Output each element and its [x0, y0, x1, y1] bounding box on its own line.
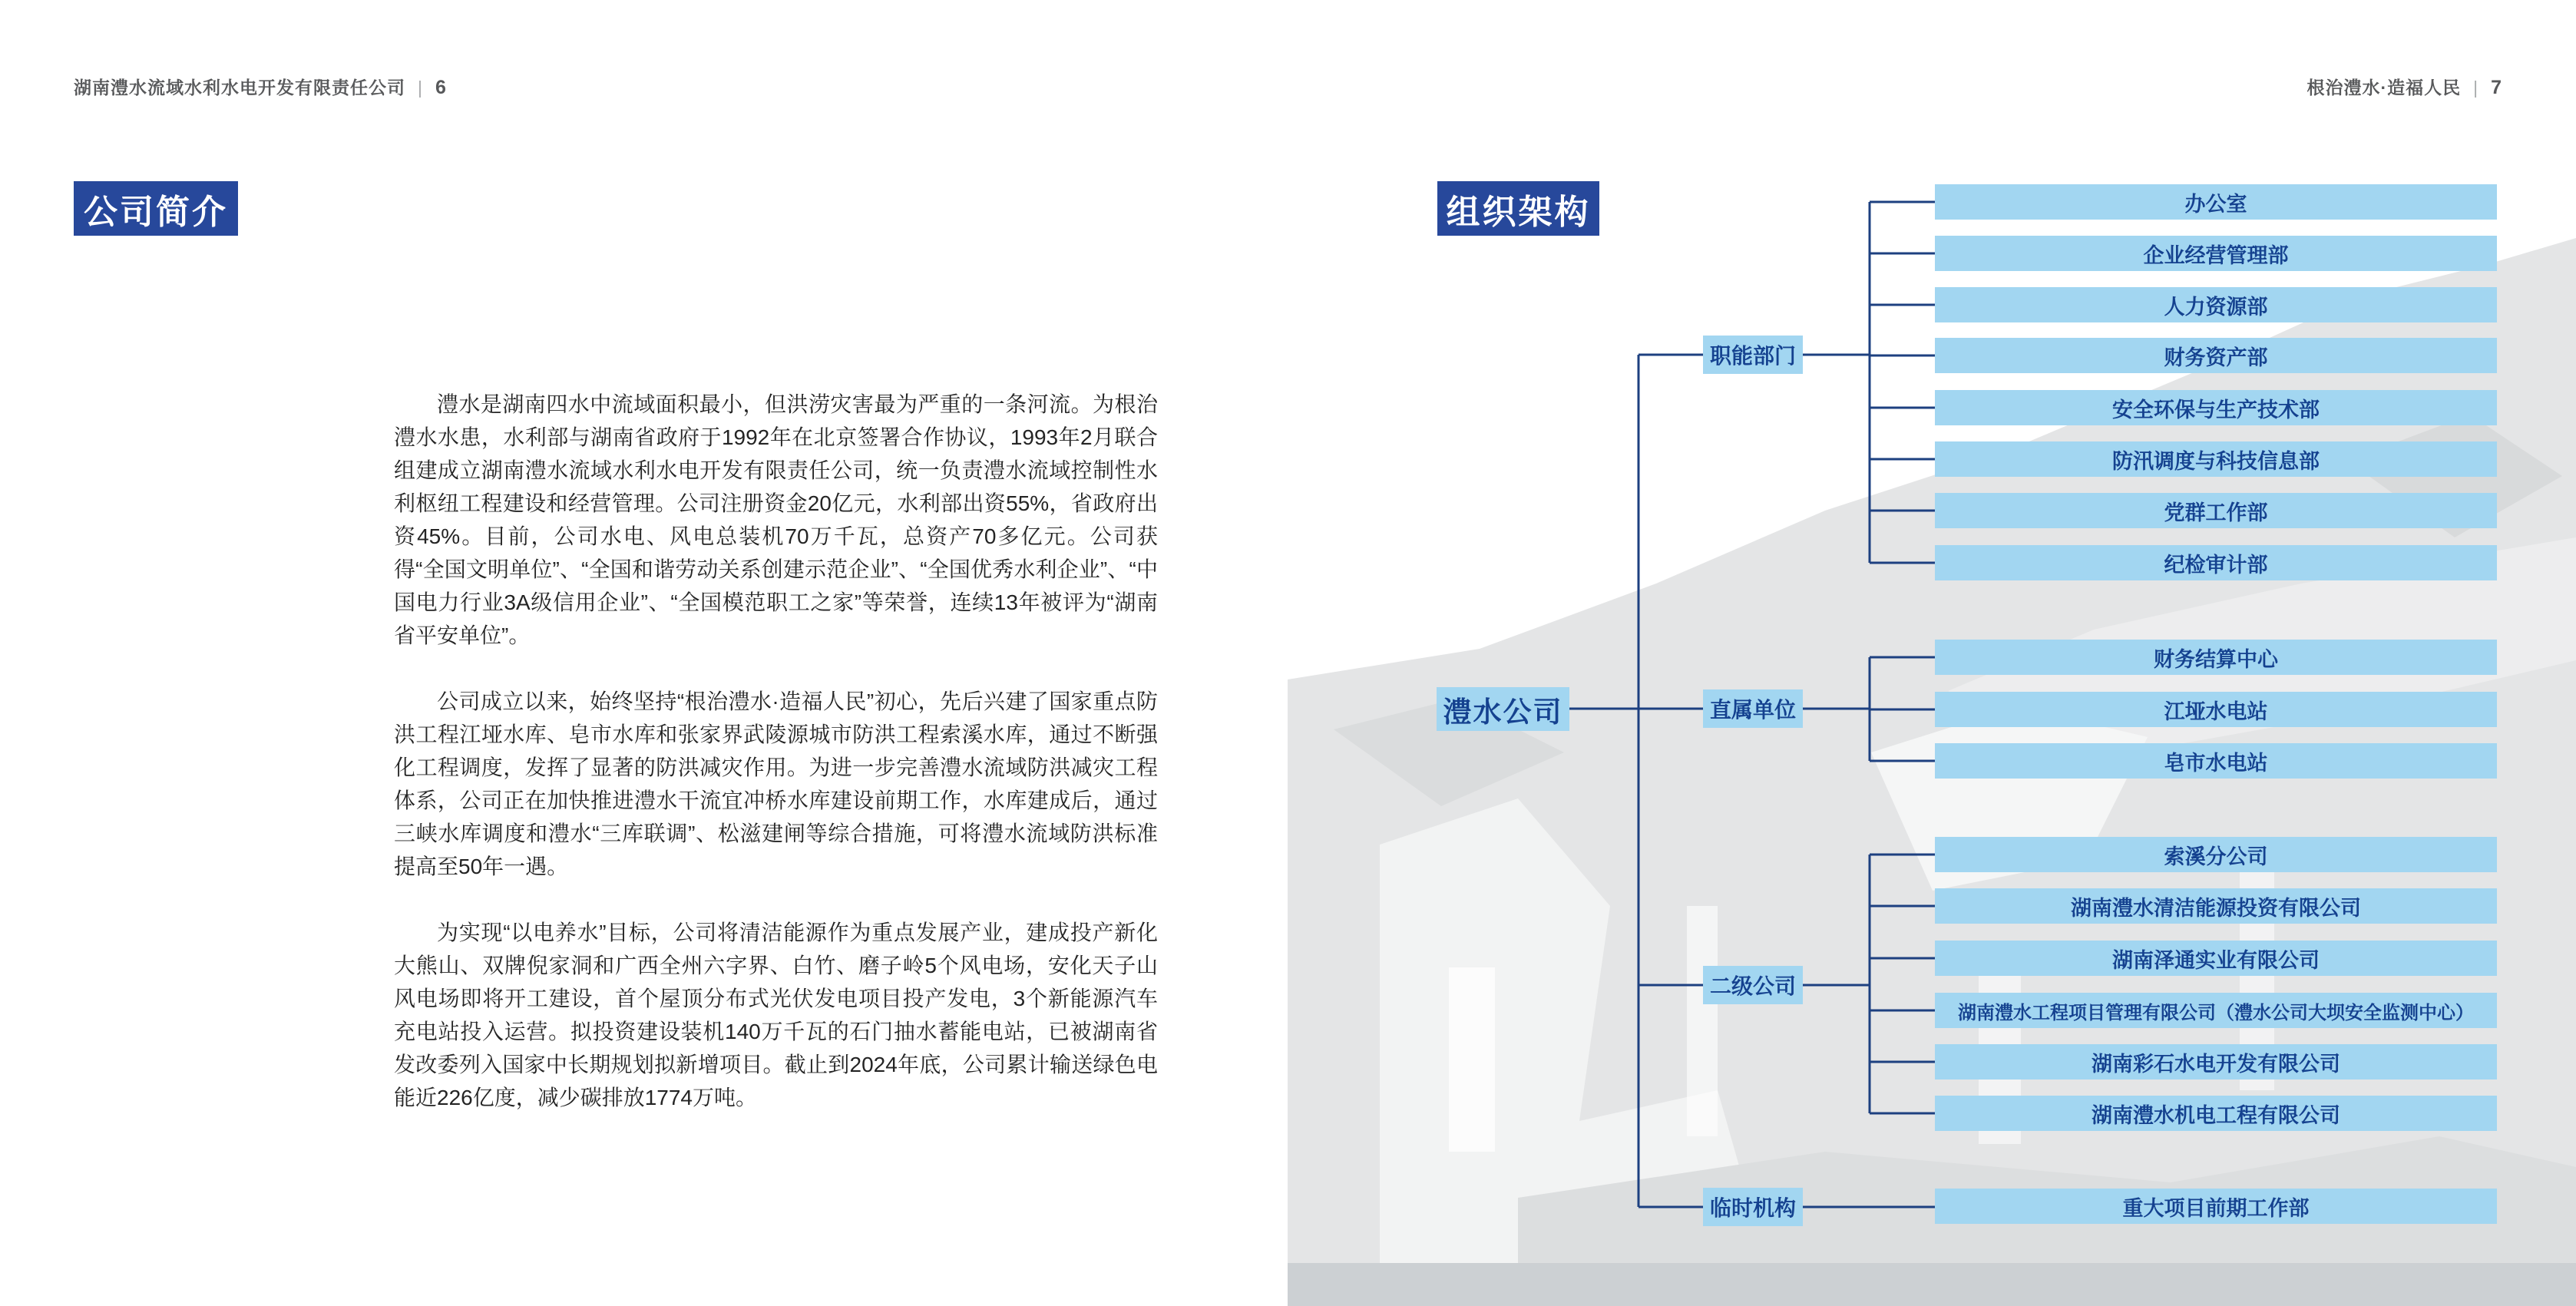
org-leaf: 纪检审计部 [1935, 545, 2497, 580]
company-name: 湖南澧水流域水利水电开发有限责任公司 [74, 78, 405, 98]
header-separator: | [2473, 78, 2479, 98]
org-leaf: 财务结算中心 [1935, 640, 2497, 675]
body-paragraph: 为实现“以电养水”目标，公司将清洁能源作为重点发展产业，建成投产新化大熊山、双牌倪家洞和广西全州六字界、白竹、磨子岭5个风电场，安化天子山风电场即将开工建设，首个屋顶分布式光伏发电项目投产发电，3个新能源汽车充电站投入运营。拟投资建设装机140万千瓦的石门抽水蓄能电站，已被湖南省发改委列入国家中长期规划拟新增项目。截止到2024年底，公司累计输送绿色电能近226亿度，减少碳排放1774万吨。 [394, 921, 1158, 1109]
body-paragraph: 公司成立以来，始终坚持“根治澧水·造福人民”初心，先后兴建了国家重点防洪工程江垭水库、皂市水库和张家界武陵源城市防洪工程索溪水库，通过不断强化工程调度，发挥了显著的防洪减灾作用。为进一步完善澧水流域防洪减灾工程体系，公司正在加快推进澧水干流宜冲桥水库建设前期工作，水库建成后，通过三峡水库调度和澧水“三库联调”、松滋建闸等综合措施，可将澧水流域防洪标准提高至50年一遇。 [394, 689, 1158, 878]
org-leaf: 湖南彩石水电开发有限公司 [1935, 1044, 2497, 1080]
org-branch-functional-departments: 职能部门 [1703, 336, 1803, 374]
org-leaf: 党群工作部 [1935, 493, 2497, 528]
org-leaf: 皂市水电站 [1935, 743, 2497, 779]
page-number-left: 6 [435, 77, 447, 98]
org-root-node: 澧水公司 [1437, 687, 1569, 731]
org-leaf: 防汛调度与科技信息部 [1935, 441, 2497, 477]
org-leaf: 索溪分公司 [1935, 837, 2497, 872]
page-number-right: 7 [2491, 77, 2502, 98]
org-leaf: 湖南泽通实业有限公司 [1935, 941, 2497, 976]
org-branch-directly-affiliated-units: 直属单位 [1703, 689, 1803, 728]
org-leaf: 安全环保与生产技术部 [1935, 390, 2497, 425]
section-title-company-profile: 公司简介 [74, 181, 238, 236]
org-leaf: 江垭水电站 [1935, 692, 2497, 727]
slogan: 根治澧水·造福人民 [2306, 78, 2462, 98]
header-separator: | [418, 78, 423, 98]
org-branch-secondary-companies: 二级公司 [1703, 966, 1803, 1004]
section-title-org-structure: 组织架构 [1437, 181, 1599, 236]
org-leaf: 湖南澧水清洁能源投资有限公司 [1935, 888, 2497, 924]
org-leaf: 财务资产部 [1935, 338, 2497, 373]
org-leaf: 重大项目前期工作部 [1935, 1189, 2497, 1224]
org-leaf: 企业经营管理部 [1935, 236, 2497, 271]
body-paragraph: 澧水是湖南四水中流域面积最小，但洪涝灾害最为严重的一条河流。为根治澧水水患，水利部与湖南省政府于1992年在北京签署合作协议，1993年2月联合组建成立湖南澧水流域水利水电开发有限责任公司，统一负责澧水流域控制性水利枢纽工程建设和经营管理。公司注册资金20亿元，水利部出资55%，省政府出资45%。目前，公司水电、风电总装机70万千瓦，总资产70多亿元。公司获得“全国文明单位”、“全国和谐劳动关系创建示范企业”、“全国优秀水利企业”、“中国电力行业3A级信用企业”、“全国模范职工之家”等荣誉，连续13年被评为“湖南省平安单位”。 [394, 392, 1158, 647]
org-leaf: 办公室 [1935, 184, 2497, 220]
org-leaf: 人力资源部 [1935, 287, 2497, 322]
org-leaf: 湖南澧水机电工程有限公司 [1935, 1096, 2497, 1131]
org-leaf: 湖南澧水工程项目管理有限公司（澧水公司大坝安全监测中心） [1935, 993, 2497, 1028]
org-branch-temporary-organizations: 临时机构 [1703, 1188, 1803, 1226]
